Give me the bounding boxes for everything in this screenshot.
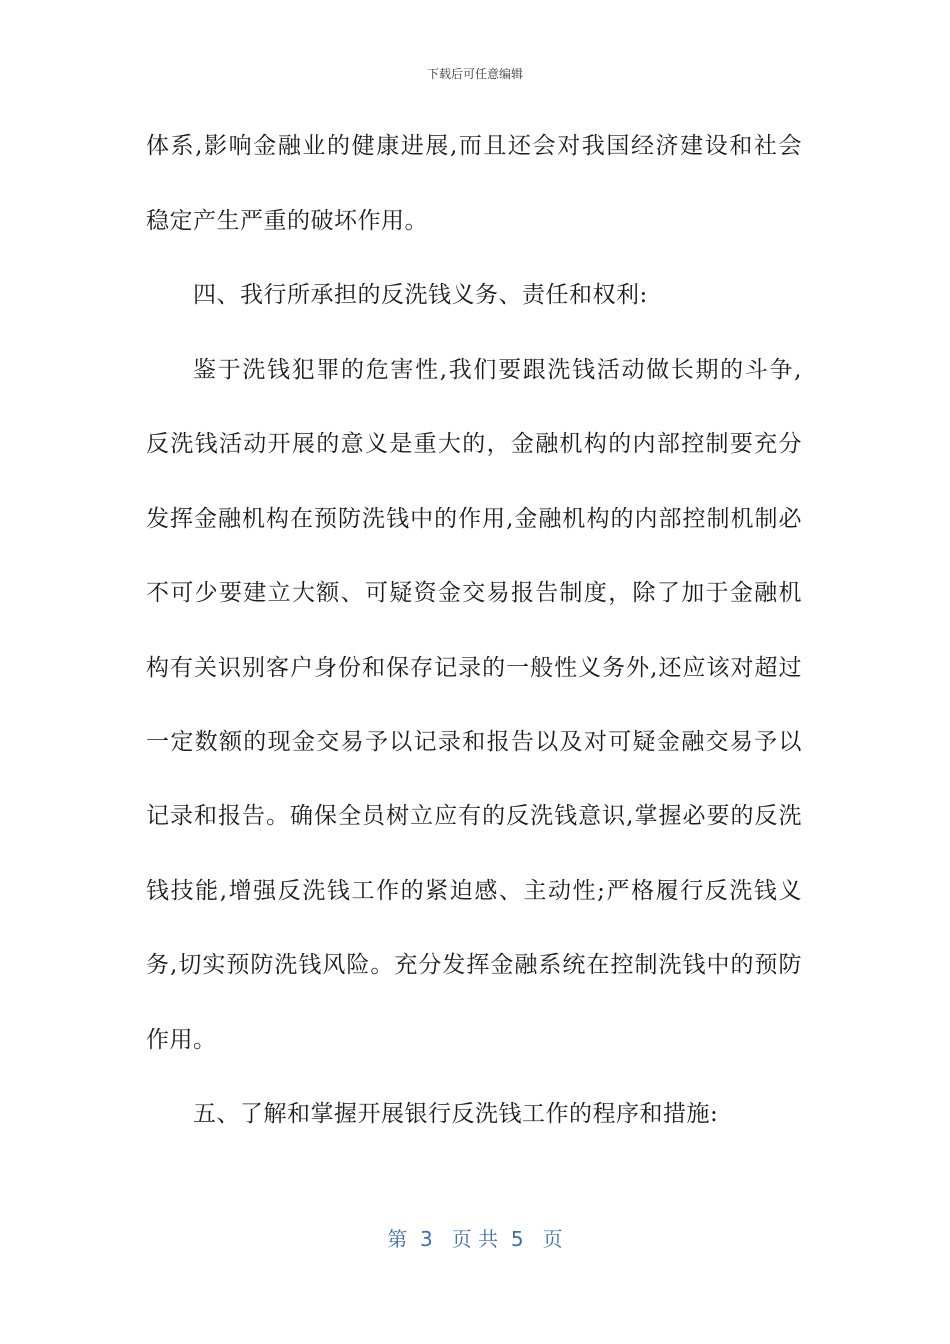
paragraph-line: 发挥金融机构在预防洗钱中的作用,金融机构的内部控制机制必 [146, 506, 802, 532]
paragraph-line: 反洗钱活动开展的意义是重大的，金融机构的内部控制要充分 [146, 431, 802, 457]
paragraph-line: 作用。 [146, 1027, 217, 1053]
paragraph-line: 钱技能,增强反洗钱工作的紧迫感、主动性;严格履行反洗钱义 [146, 878, 802, 904]
paragraph-line: 记录和报告。确保全员树立应有的反洗钱意识,掌握必要的反洗 [146, 803, 802, 829]
section-heading: 五、了解和掌握开展银行反洗钱工作的程序和措施: [193, 1101, 719, 1127]
section-heading: 四、我行所承担的反洗钱义务、责任和权利: [193, 282, 648, 308]
paragraph-line: 务,切实预防洗钱风险。充分发挥金融系统在控制洗钱中的预防 [146, 952, 802, 978]
page-header: 下载后可任意编辑 [426, 67, 523, 81]
paragraph-line: 构有关识别客户身份和保存记录的一般性义务外,还应该对超过 [146, 655, 802, 681]
paragraph-line: 稳定产生严重的破坏作用。 [146, 208, 428, 234]
paragraph-line: 一定数额的现金交易予以记录和报告以及对可疑金融交易予以 [146, 729, 802, 755]
paragraph-line: 不可少要建立大额、可疑资金交易报告制度，除了加于金融机 [146, 580, 802, 606]
paragraph-line: 鉴于洗钱犯罪的危害性,我们要跟洗钱活动做长期的斗争, [193, 357, 802, 383]
paragraph-line: 体系,影响金融业的健康进展,而且还会对我国经济建设和社会 [146, 133, 802, 159]
page-number-footer: 第 3 页 共 5 页 [387, 1227, 563, 1251]
